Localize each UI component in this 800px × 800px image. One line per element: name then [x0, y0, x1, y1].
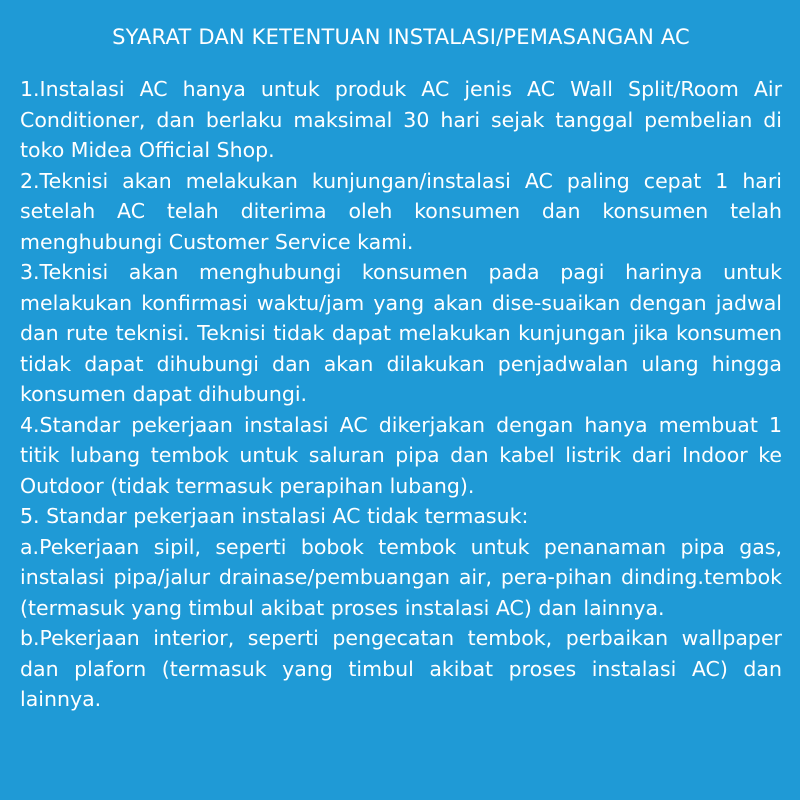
term-item-5b: b.Pekerjaan interior, seperti pengecatan tembok, perbaikan wallpaper dan plaforn (termasuk yang timbul akibat proses instalasi AC) dan lainnya.: [20, 626, 782, 711]
term-item-2: 2.Teknisi akan melakukan kunjungan/instalasi AC paling cepat 1 hari setelah AC telah diterima oleh konsumen dan konsumen telah menghubungi Customer Service kami.: [20, 168, 782, 254]
term-item-3: 3.Teknisi akan menghubungi konsumen pada pagi harinya untuk melakukan konfirmasi waktu/jam yang akan dise-suaikan dengan jadwal dan rute teknisi. Teknisi tidak dapat melakukan kunjungan jika konsumen tidak dapat dihubungi dan akan dilakukan penjadwalan ulang hingga konsumen dapat dihubungi.: [20, 260, 782, 406]
term-item-4: 4.Standar pekerjaan instalasi AC dikerjakan dengan hanya membuat 1 titik lubang tembok untuk saluran pipa dan kabel listrik dari Indoor ke Outdoor (tidak termasuk perapihan lubang).: [20, 412, 782, 498]
page-title: SYARAT DAN KETENTUAN INSTALASI/PEMASANGAN AC: [112, 25, 690, 49]
terms-body: [20, 74, 782, 715]
term-item-5: 5. Standar pekerjaan instalasi AC tidak termasuk:: [20, 504, 529, 528]
term-item-5a: a.Pekerjaan sipil, seperti bobok tembok untuk penanaman pipa gas, instalasi pipa/jalur drainase/pembuangan air, pera-pihan dinding.tembok (termasuk yang timbul akibat proses instalasi AC) dan lainnya.: [20, 534, 782, 620]
term-item-1: 1.Instalasi AC hanya untuk produk AC jenis AC Wall Split/Room Air Conditioner, dan berlaku maksimal 30 hari sejak tanggal pembelian di toko Midea Official Shop.: [20, 77, 782, 162]
